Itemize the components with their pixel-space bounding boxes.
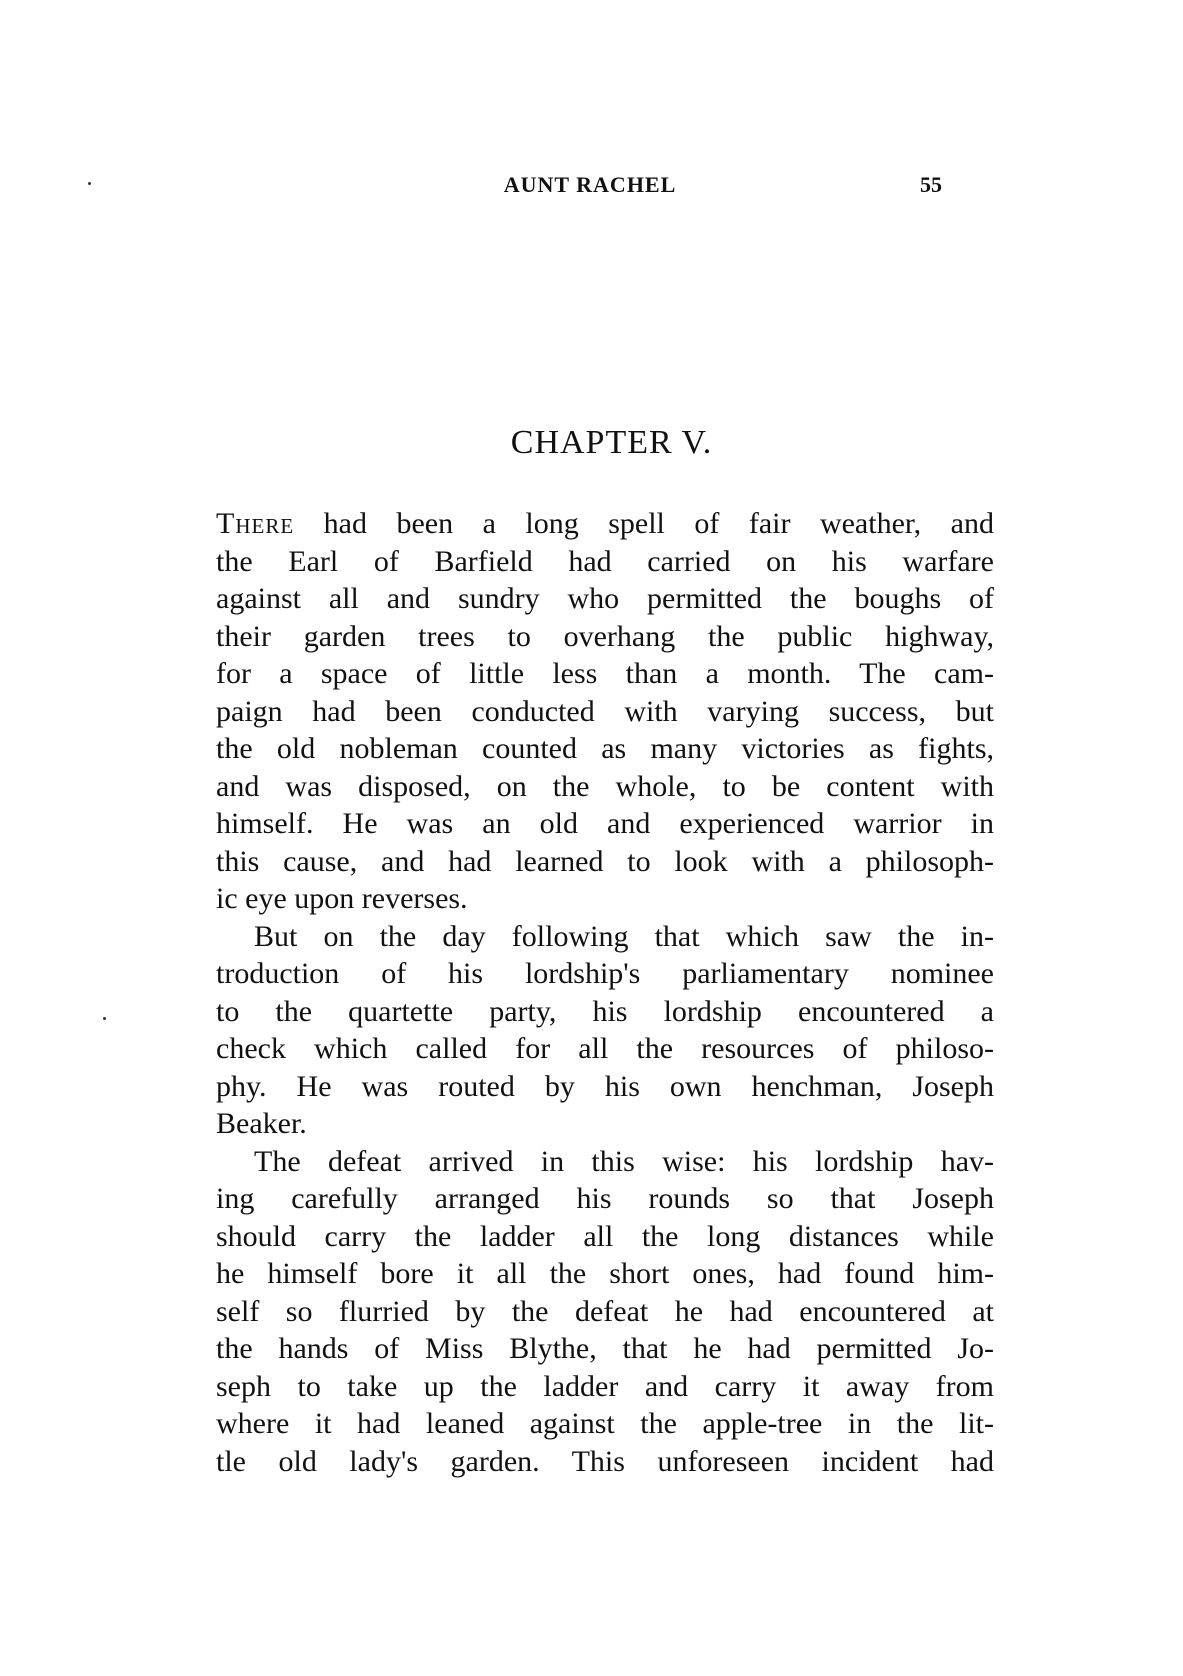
text-line: should carry the ladder all the long distances while [216,1219,994,1253]
page-number: 55 [920,172,942,197]
text-line: tle old lady's garden. This unforeseen incident had [216,1444,994,1478]
text-line: the Earl of Barfield had carried on his warfare [216,544,994,578]
text-line: against all and sundry who permitted the boughs of [216,582,994,615]
text-line: this cause, and had learned to look with a philosoph- [216,844,994,878]
chapter-heading: CHAPTER V. [510,424,713,461]
text-line: troduction of his lordship's parliamentary nominee [216,957,994,990]
print-speck [88,182,91,185]
text-line: the old nobleman counted as many victories as fights, [216,732,994,765]
text-line: phy. He was routed by his own henchman, Joseph [216,1069,994,1103]
running-header-title: AUNT RACHEL [503,172,677,197]
text-line: and was disposed, on the whole, to be content with [216,769,994,803]
text-line: ing carefully arranged his rounds so that Joseph [216,1182,994,1215]
drop-word: There [216,507,295,540]
text-line: for a space of little less than a month. The cam- [216,657,994,690]
line-text: had been a long spell of fair weather, and [294,507,994,540]
text-line [216,505,994,543]
text-line: check which called for all the resources of philoso- [216,1032,994,1065]
body-text [216,505,994,1480]
text-line: But on the day following that which saw the in- [254,919,994,953]
text-line: paign had been conducted with varying success, but [216,694,994,728]
print-speck [103,1017,106,1020]
text-line: their garden trees to overhang the public highway, [216,619,994,653]
text-line: himself. He was an old and experienced warrior in [216,807,994,840]
text-line: seph to take up the ladder and carry it away from [216,1369,994,1403]
text-line: The defeat arrived in this wise: his lordship hav- [254,1144,994,1178]
text-line: he himself bore it all the short ones, had found him- [216,1257,994,1290]
text-line: self so flurried by the defeat he had encountered at [216,1294,994,1328]
text-line: where it had leaned against the apple-tree in the lit- [216,1407,994,1440]
text-line: ic eye upon reverses. [216,882,468,915]
text-line: the hands of Miss Blythe, that he had permitted Jo- [216,1332,994,1365]
text-line: Beaker. [216,1107,307,1140]
text-line: to the quartette party, his lordship encountered a [216,994,994,1028]
